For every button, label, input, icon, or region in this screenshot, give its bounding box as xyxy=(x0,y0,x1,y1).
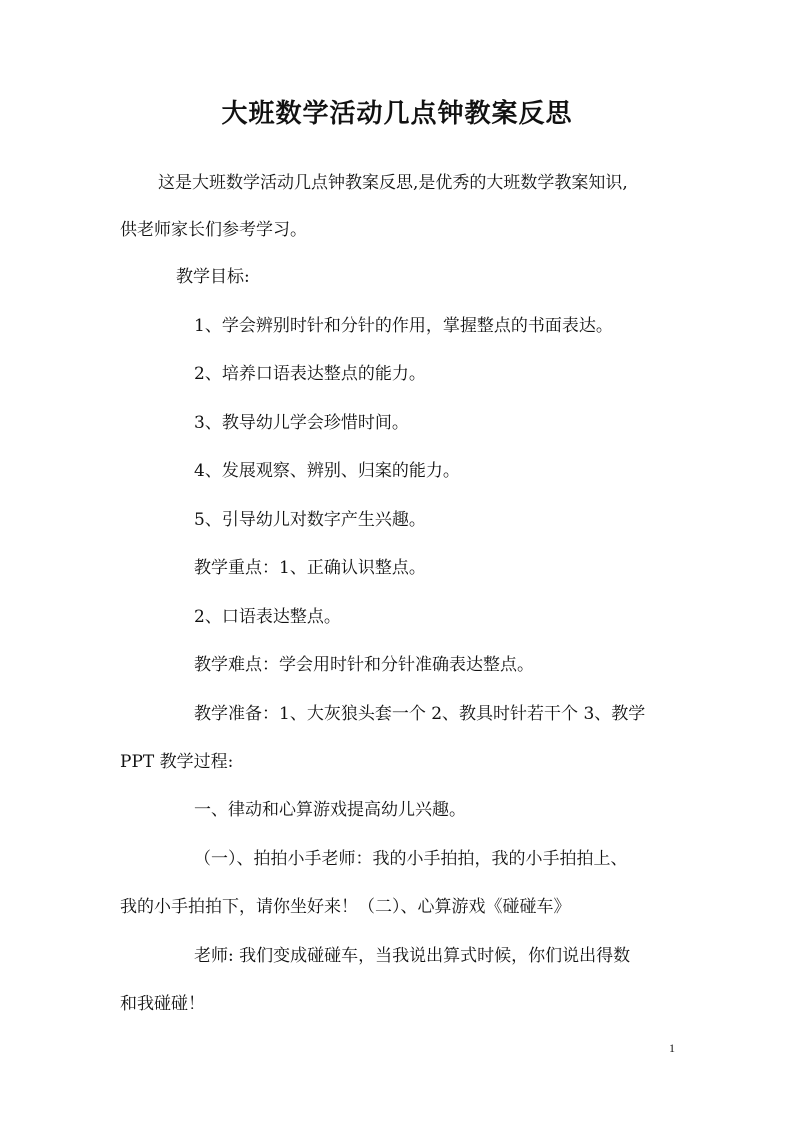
process-step-1-heading: 一、律动和心算游戏提高幼儿兴趣。 xyxy=(194,800,466,820)
process-step-1-line-1: （一）、拍拍小手老师：我的小手拍拍，我的小手拍拍上、 xyxy=(194,849,628,869)
teacher-dialogue-line-1: 老师: 我们变成碰碰车，当我说出算式时候，你们说出得数 xyxy=(194,946,631,966)
goal-item-1: 1、学会辨别时针和分针的作用，掌握整点的书面表达。 xyxy=(194,316,613,336)
process-step-1-line-2: 我的小手拍拍下，请你坐好来！（二）、心算游戏《碰碰车》 xyxy=(120,897,571,917)
teaching-difficulty: 教学难点：学会用时针和分针准确表达整点。 xyxy=(194,655,534,675)
heading-teaching-goals: 教学目标: xyxy=(176,267,250,287)
paragraph-intro-line-1: 这是大班数学活动几点钟教案反思,是优秀的大班数学教案知识, xyxy=(158,173,628,193)
paragraph-intro-line-2: 供老师家长们参考学习。 xyxy=(120,220,307,240)
goal-item-4: 4、发展观察、辨别、归案的能力。 xyxy=(194,461,460,481)
page-number: 1 xyxy=(669,1041,675,1055)
teaching-focus-line-2: 2、口语表达整点。 xyxy=(194,607,341,627)
teacher-dialogue-line-2: 和我碰碰！ xyxy=(120,994,205,1014)
goal-item-2: 2、培养口语表达整点的能力。 xyxy=(194,364,426,384)
teaching-focus-line-1: 教学重点：1、正确认识整点。 xyxy=(194,558,426,578)
teaching-preparation-line-1: 教学准备：1、大灰狼头套一个 2、教具时针若干个 3、教学 xyxy=(194,704,646,724)
document-title: 大班数学活动几点钟教案反思 xyxy=(221,99,573,129)
teaching-preparation-line-2: PPT 教学过程: xyxy=(120,752,234,772)
goal-item-3: 3、教导幼儿学会珍惜时间。 xyxy=(194,413,409,433)
goal-item-5: 5、引导幼儿对数字产生兴趣。 xyxy=(194,510,426,530)
